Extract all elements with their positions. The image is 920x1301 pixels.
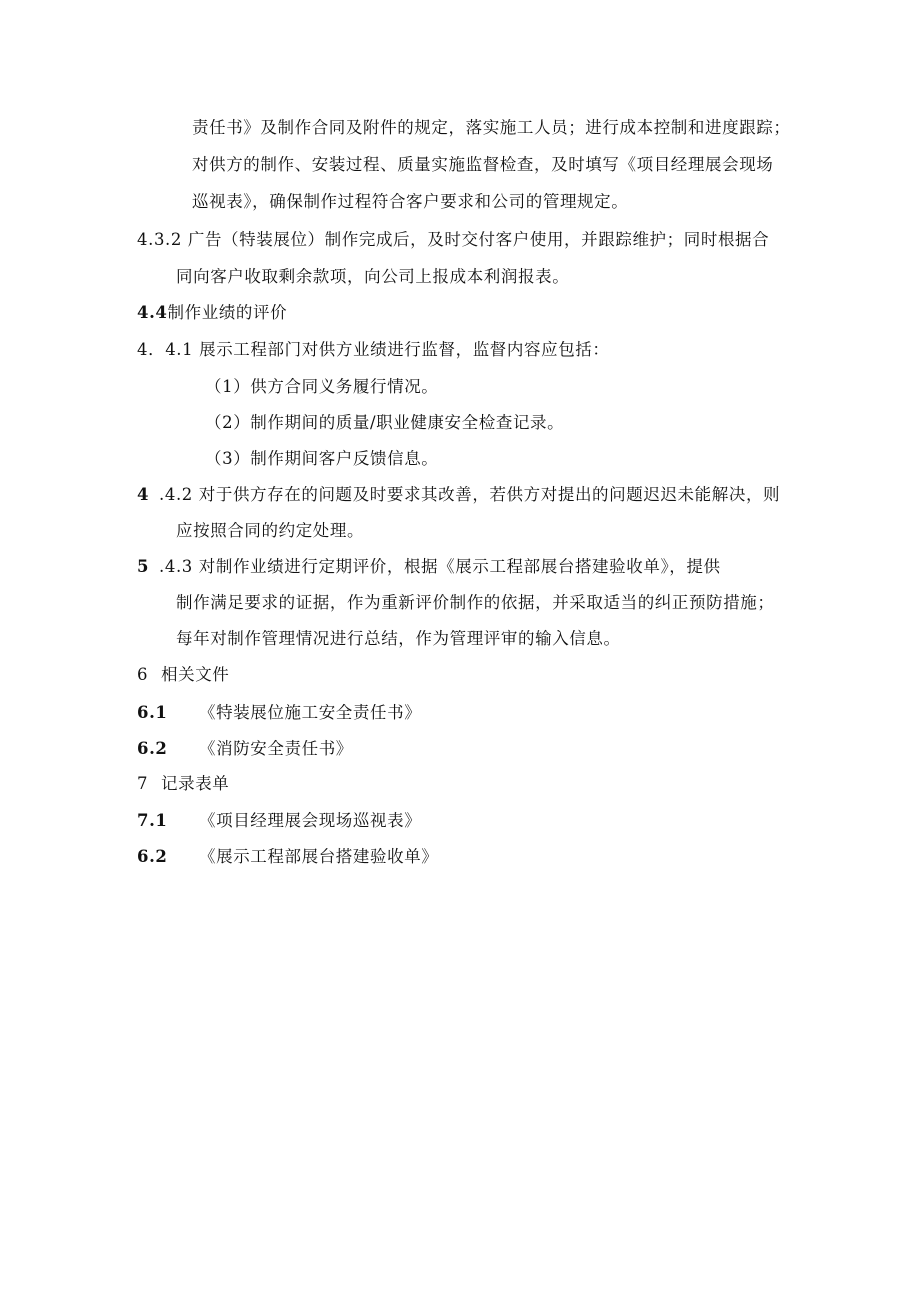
record-number: 7.1 bbox=[137, 811, 168, 830]
clause-4-3-2 bbox=[137, 229, 769, 251]
heading-number: 6 bbox=[137, 665, 149, 684]
heading-text: 相关文件 bbox=[161, 665, 230, 684]
reference-item bbox=[137, 738, 353, 760]
reference-item bbox=[137, 702, 421, 724]
record-item bbox=[137, 846, 438, 868]
clause-text: 广告（特装展位）制作完成后，及时交付客户使用，并跟踪维护；同时根据合 bbox=[187, 230, 770, 249]
clause-text: 对于供方存在的问题及时要求其改善，若供方对提出的问题迟迟未能解决，则 bbox=[198, 485, 781, 504]
paragraph-line: 对供方的制作、安装过程、质量实施监督检查，及时填写《项目经理展会现场 bbox=[192, 155, 774, 174]
paragraph-line: 同向客户收取剩余款项，向公司上报成本利润报表。 bbox=[176, 267, 570, 286]
section-heading-6 bbox=[137, 664, 229, 686]
record-number: 6.2 bbox=[137, 847, 168, 866]
list-item: （2）制作期间的质量/职业健康安全检查记录。 bbox=[205, 413, 565, 432]
clause-number: 4．4.1 bbox=[137, 340, 194, 359]
paragraph-line: 责任书》及制作合同及附件的规定，落实施工人员；进行成本控制和进度跟踪； bbox=[192, 118, 791, 137]
reference-title: 《消防安全责任书》 bbox=[199, 739, 353, 758]
paragraph-line: 每年对制作管理情况进行总结，作为管理评审的输入信息。 bbox=[176, 629, 621, 648]
heading-number: 7 bbox=[137, 774, 149, 793]
reference-title: 《特装展位施工安全责任书》 bbox=[199, 703, 422, 722]
reference-number: 6.2 bbox=[137, 739, 168, 758]
heading-text: 制作业绩的评价 bbox=[167, 303, 288, 322]
clause-4-4-1 bbox=[137, 339, 610, 361]
paragraph-line: 应按照合同的约定处理。 bbox=[176, 521, 365, 540]
record-item bbox=[137, 810, 421, 832]
heading-text: 记录表单 bbox=[161, 774, 230, 793]
clause-text: 展示工程部门对供方业绩进行监督，监督内容应包括： bbox=[199, 340, 610, 359]
clause-number-prefix: 5 bbox=[137, 557, 150, 576]
clause-text: 对制作业绩进行定期评价，根据《展示工程部展台搭建验收单》，提供 bbox=[198, 557, 721, 576]
paragraph-line: 巡视表》，确保制作过程符合客户要求和公司的管理规定。 bbox=[192, 192, 629, 211]
clause-number-prefix: 4 bbox=[137, 485, 150, 504]
clause-number: 4.3.2 bbox=[137, 230, 182, 249]
heading-number: 4.4 bbox=[137, 303, 168, 322]
list-item: （3）制作期间客户反馈信息。 bbox=[205, 449, 439, 468]
clause-4-4-3 bbox=[137, 556, 721, 578]
reference-number: 6.1 bbox=[137, 703, 168, 722]
clause-number: .4.3 bbox=[159, 557, 193, 576]
section-heading-4-4 bbox=[137, 302, 287, 324]
record-title: 《展示工程部展台搭建验收单》 bbox=[199, 847, 439, 866]
clause-4-4-2 bbox=[137, 484, 780, 506]
clause-number: .4.2 bbox=[159, 485, 193, 504]
section-heading-7 bbox=[137, 773, 229, 795]
list-item: （1）供方合同义务履行情况。 bbox=[205, 377, 439, 396]
record-title: 《项目经理展会现场巡视表》 bbox=[199, 811, 422, 830]
paragraph-line: 制作满足要求的证据，作为重新评价制作的依据，并采取适当的纠正预防措施； bbox=[176, 593, 775, 612]
